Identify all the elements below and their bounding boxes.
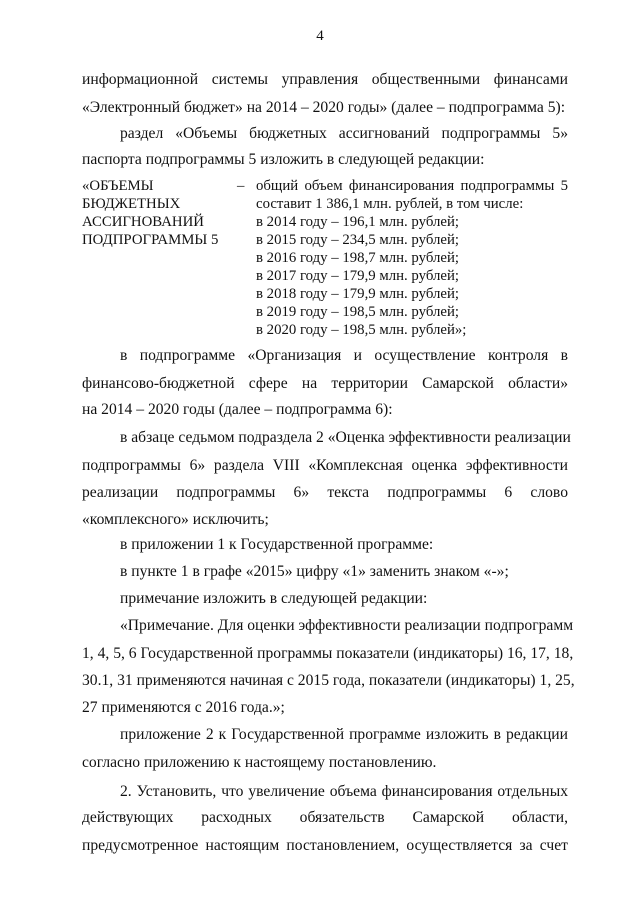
table-left-line: БЮДЖЕТНЫХ xyxy=(82,196,181,212)
paragraph-line: действующих расходных обязательств Самарской области, xyxy=(82,809,568,826)
table-right-line: в 2019 году – 198,5 млн. рублей; xyxy=(256,304,459,320)
paragraph-line: финансово-бюджетной сфере на территории Самарской области» xyxy=(82,375,568,392)
table-dash: – xyxy=(237,178,245,194)
paragraph-line: «комплексного» исключить; xyxy=(82,511,269,528)
paragraph-line: приложение 2 к Государственной программе изложить в редакции xyxy=(120,726,568,743)
paragraph-line: 1, 4, 5, 6 Государственной программы показатели (индикаторы) 16, 17, 18, xyxy=(82,645,574,662)
table-right-line: в 2018 году – 179,9 млн. рублей; xyxy=(256,286,459,302)
paragraph-line: согласно приложению к настоящему постановлению. xyxy=(82,754,437,771)
table-left-line: «ОБЪЕМЫ xyxy=(82,178,154,194)
paragraph-line: реализации подпрограммы 6» текста подпрограммы 6 слово xyxy=(82,484,568,501)
paragraph-line: «Электронный бюджет» на 2014 – 2020 годы» (далее – подпрограмма 5): xyxy=(82,99,566,116)
paragraph-line: 30.1, 31 применяются начиная с 2015 года, показатели (индикаторы) 1, 25, xyxy=(82,672,575,689)
table-right-line: в 2017 году – 179,9 млн. рублей; xyxy=(256,268,459,284)
table-right-line: в 2015 году – 234,5 млн. рублей; xyxy=(256,232,459,248)
table-right-line: в 2014 году – 196,1 млн. рублей; xyxy=(256,214,459,230)
table-right-line: в 2016 году – 198,7 млн. рублей; xyxy=(256,250,459,266)
paragraph-line: раздел «Объемы бюджетных ассигнований подпрограммы 5» xyxy=(120,125,568,142)
table-right-column xyxy=(256,177,568,339)
paragraph-line: в абзаце седьмом подраздела 2 «Оценка эффективности реализации xyxy=(120,429,571,446)
paragraph-line: паспорта подпрограммы 5 изложить в следующей редакции: xyxy=(82,151,485,168)
paragraph-line: предусмотренное настоящим постановлением, осуществляется за счет xyxy=(82,837,568,854)
paragraph-line: подпрограммы 6» раздела VIII «Комплексная оценка эффективности xyxy=(82,457,568,474)
paragraph-line: примечание изложить в следующей редакции: xyxy=(120,590,428,607)
paragraph-line: на 2014 – 2020 годы (далее – подпрограмма 6): xyxy=(82,401,393,418)
table-right-line: в 2020 году – 198,5 млн. рублей»; xyxy=(256,322,467,338)
table-left-line: АССИГНОВАНИЙ xyxy=(82,214,204,230)
table-right-line: составит 1 386,1 млн. рублей, в том числе: xyxy=(256,196,524,212)
table-right-line: общий объем финансирования подпрограммы 5 xyxy=(256,178,568,194)
paragraph-line: в пункте 1 в графе «2015» цифру «1» заменить знаком «-»; xyxy=(120,563,509,580)
paragraph-line: в подпрограмме «Организация и осуществление контроля в xyxy=(120,347,568,364)
paragraph-line: 2. Установить, что увеличение объема финансирования отдельных xyxy=(120,783,568,800)
paragraph-line: в приложении 1 к Государственной программе: xyxy=(120,536,434,553)
table-left-column xyxy=(82,177,232,249)
table-left-line: ПОДПРОГРАММЫ 5 xyxy=(82,232,219,248)
page-number: 4 xyxy=(316,28,324,44)
paragraph-line: «Примечание. Для оценки эффективности реализации подпрограмм xyxy=(120,617,574,634)
paragraph-line: информационной системы управления общественными финансами xyxy=(82,71,568,88)
paragraph-line: 27 применяются с 2016 года.»; xyxy=(82,699,285,716)
